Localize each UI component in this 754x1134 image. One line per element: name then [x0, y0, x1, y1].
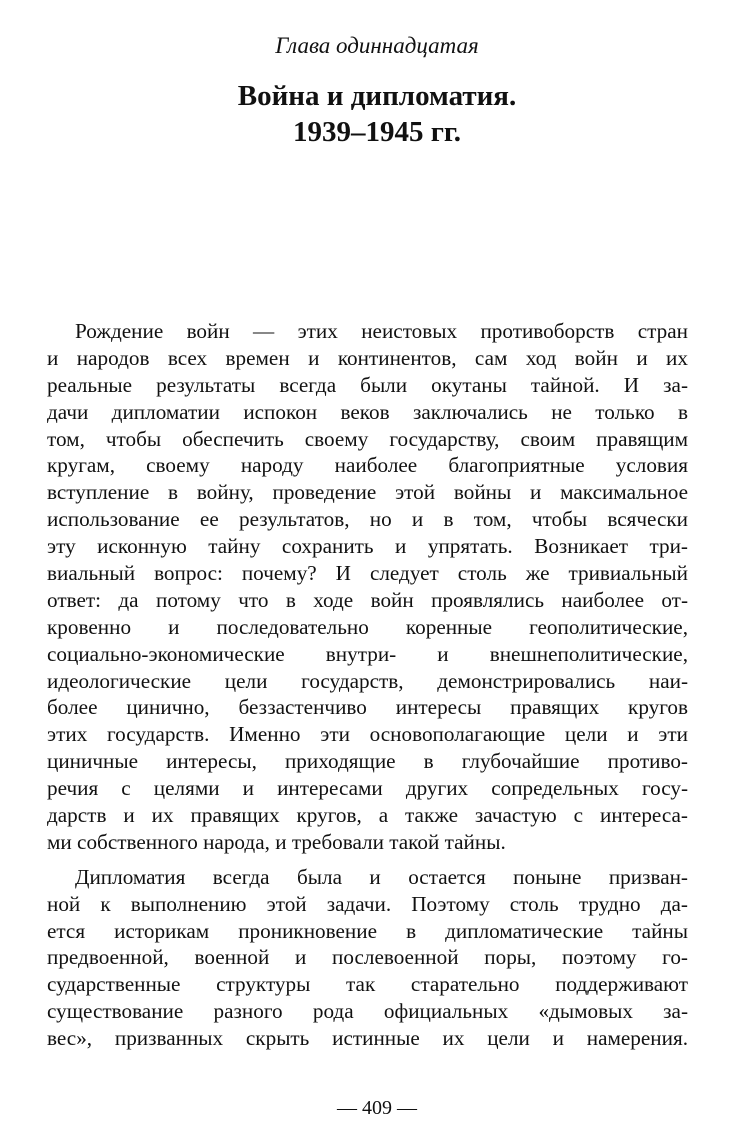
paragraph-2	[47, 864, 688, 1052]
text-line: ответ: да потому что в ходе войн проявлялись наиболее от-	[47, 587, 688, 612]
text-line: более цинично, беззастенчиво интересы правящих кругов	[47, 695, 688, 720]
chapter-label: Глава одиннадцатая	[275, 33, 479, 58]
text-line: этих государств. Именно эти основополагающие цели и эти	[47, 722, 688, 747]
text-line: дачи дипломатии испокон веков заключались не только в	[47, 399, 688, 424]
text-line: кругам, своему народу наиболее благоприятные условия	[47, 453, 688, 478]
text-line: сударственные структуры так старательно поддерживают	[47, 972, 688, 997]
paragraph-1	[47, 318, 688, 856]
text-line: ми собственного народа, и требовали такой тайны.	[47, 829, 506, 854]
text-line: социально-экономические внутри- и внешнеполитические,	[47, 641, 688, 666]
text-line: и народов всех времен и континентов, сам ход войн и их	[47, 345, 688, 370]
text-line: существование разного рода официальных «дымовых за-	[47, 999, 688, 1024]
text-line: использование ее результатов, но и в том, чтобы всячески	[47, 507, 688, 532]
text-line: реальные результаты всегда были окутаны тайной. И за-	[47, 372, 688, 397]
text-line: эту исконную тайну сохранить и упрятать. Возникает три-	[47, 534, 688, 559]
text-line: Рождение войн — этих неистовых противоборств стран	[75, 319, 688, 343]
text-line: кровенно и последовательно коренные геополитические,	[47, 614, 688, 639]
text-line: Дипломатия всегда была и остается поныне призван-	[75, 864, 688, 889]
text-line: вес», призванных скрыть истинные их цели и намерения.	[47, 1026, 688, 1051]
text-line: том, чтобы обеспечить своему государству, своим правящим	[47, 426, 688, 451]
chapter-title-line-2: 1939–1945 гг.	[292, 116, 462, 148]
text-line: ется историкам проникновение в дипломатические тайны	[47, 918, 688, 943]
body-text	[47, 318, 688, 1052]
text-line: ной к выполнению этой задачи. Поэтому столь трудно да-	[47, 891, 688, 916]
chapter-title-line-1: Война и дипломатия.	[237, 80, 517, 112]
chapter-title	[0, 78, 754, 150]
text-line: циничные интересы, приходящие в глубочайшие противо-	[47, 749, 688, 774]
text-line: предвоенной, военной и послевоенной поры, поэтому го-	[47, 945, 688, 970]
page-number: — 409 —	[337, 1097, 417, 1119]
text-line: речия с целями и интересами других сопредельных госу-	[47, 776, 688, 801]
text-line: вступление в войну, проведение этой войны и максимальное	[47, 480, 688, 505]
text-line: идеологические цели государств, демонстрировались наи-	[47, 668, 688, 693]
text-line: виальный вопрос: почему? И следует столь же тривиальный	[47, 561, 688, 586]
text-line: дарств и их правящих кругов, а также зачастую с интереса-	[47, 803, 688, 828]
